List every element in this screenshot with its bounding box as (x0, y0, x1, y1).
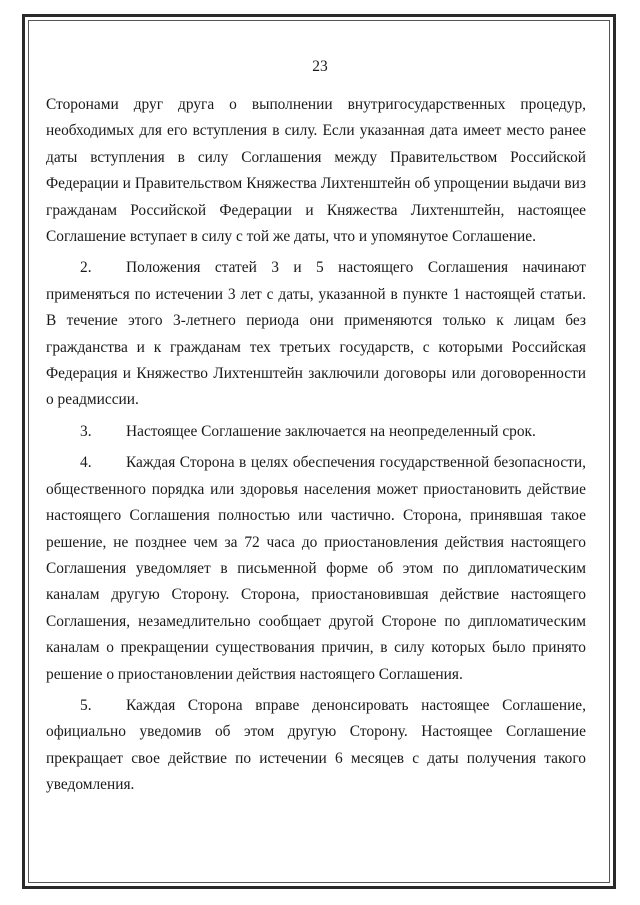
paragraph-item-2 (46, 255, 586, 413)
item-number-5: 5. (80, 696, 92, 714)
paragraph-item-5 (46, 693, 586, 799)
item-text-5: Каждая Сторона вправе денонсировать настоящее Соглашение, официально уведомив об этом другую Сторону. Настоящее Соглашение прекращает свое действие по истечении 6 месяцев с даты получения такого уведомления. (46, 696, 586, 794)
paragraph-continuation: Сторонами друг друга о выполнении внутригосударственных процедур, необходимых для его вступления в силу. Если указанная дата имеет место ранее даты вступления в силу Соглашения между Правительством Российской Федерации и Правительством Княжества Лихтенштейн об упрощении выдачи виз гражданам Российской Федерации и Княжества Лихтенштейн, настоящее Соглашение вступает в силу с той же даты, что и упомянутое Соглашение. (46, 96, 586, 246)
item-text-4: Каждая Сторона в целях обеспечения государственной безопасности, общественного порядка или здоровья населения может приостановить действие настоящего Соглашения полностью или частично. Сторона, принявшая такое решение, не позднее чем за 72 часа до приостановления действия настоящего Соглашения уведомляет в письменной форме об этом по дипломатическим каналам другую Сторону. Сторона, приостановившая действие настоящего Соглашения, незамедлительно сообщает другой Стороне по дипломатическим каналам о прекращении существования причин, в силу которых было принято решение о приостановлении действия настоящего Соглашения. (46, 454, 586, 683)
item-text-2: Положения статей 3 и 5 настоящего Соглашения начинают применяться по истечении 3 лет с даты, указанной в пункте 1 настоящей статьи. В течение этого 3-летнего периода они применяются только к лицам без гражданства и к гражданам тех третьих государств, с которыми Российская Федерация и Княжество Лихтенштейн заключили договоры или договоренности о реадмиссии. (46, 259, 586, 409)
item-number-2: 2. (80, 259, 92, 277)
item-number-4: 4. (80, 454, 92, 472)
paragraph-item-3 (46, 419, 586, 445)
paragraph-item-4 (46, 450, 586, 688)
item-number-3: 3. (80, 422, 92, 440)
page-number: 23 (312, 58, 328, 75)
document-body (46, 92, 586, 804)
item-text-3: Настоящее Соглашение заключается на неопределенный срок. (126, 422, 536, 440)
